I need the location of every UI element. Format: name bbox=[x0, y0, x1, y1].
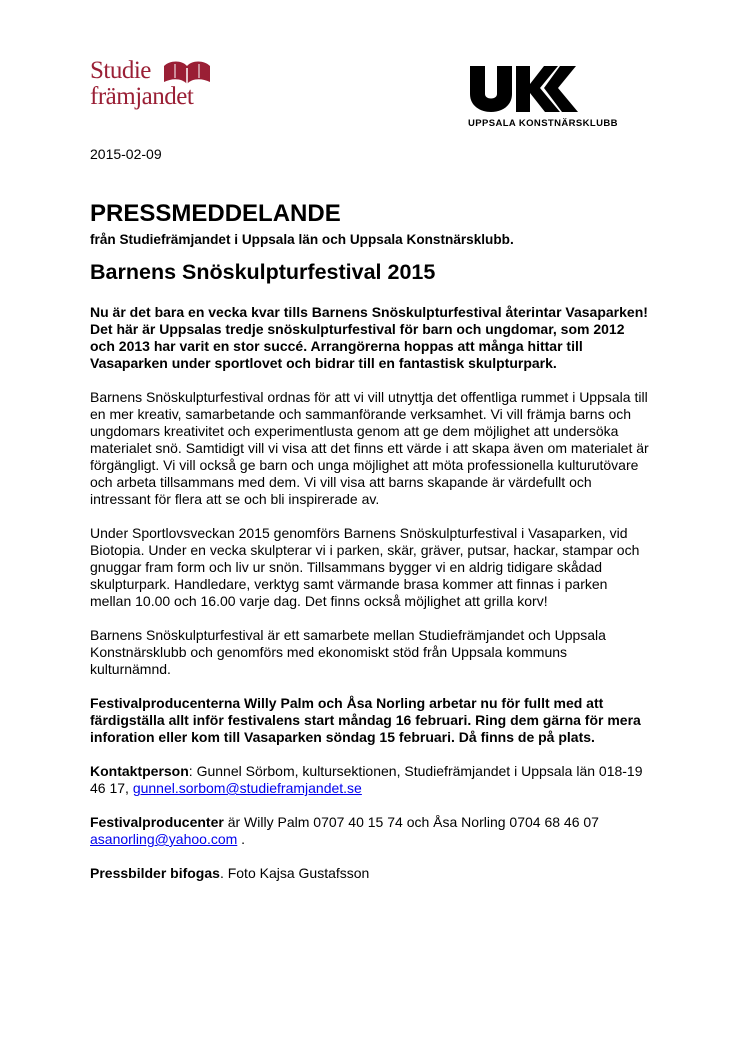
ukk-logo-subtitle: UPPSALA KONSTNÄRSKLUBB bbox=[468, 118, 618, 129]
paragraph-collaboration: Barnens Snöskulpturfestival är ett samarbete mellan Studiefrämjandet och Uppsala Konstnärsklubb och genomförs med ekonomiskt stöd från Uppsala kommuns kulturnämnd. bbox=[90, 627, 606, 677]
contact-paragraph bbox=[90, 763, 650, 797]
logo-line-2: främjandet bbox=[90, 83, 194, 110]
press-heading: PRESSMEDDELANDE bbox=[90, 200, 341, 227]
pressbilder-paragraph bbox=[90, 865, 650, 882]
lead-paragraph: Nu är det bara en vecka kvar tills Barnens Snöskulpturfestival återintar Vasaparken! Det här är Uppsalas tredje snöskulpturfestival för barn och ungdomar, som 2012 och 2013 har varit en stor succé. Arrangörerna hoppas att många hittar till Vasaparken under sportlovet och bidrar till en fantastisk skulpturpark. bbox=[90, 304, 648, 371]
contact-email-link[interactable]: gunnel.sorbom@studieframjandet.se bbox=[132, 780, 362, 796]
paragraph-purpose: Barnens Snöskulpturfestival ordnas för att vi vill utnyttja det offentliga rummet i Uppsala till en mer kreativ, samarbetande och sammanförande verksamhet. Vi vill främja barns och ungdomars kreativitet och experimentlusta genom att ge dem möjlighet att undersöka materialet snö. Samtidigt vill vi visa att det finns ett värde i att skapa även om materialet är förgängligt. Vi vill också ge barn och unga möjlighet att möta professionella kulturutövare och arbeta tillsammans med dem. Vi vill visa att barns skapande är värdefullt och intressant för flera att se och bli inspirerade av. bbox=[90, 389, 649, 507]
release-title: Barnens Snöskulpturfestival 2015 bbox=[90, 260, 436, 284]
release-date: 2015-02-09 bbox=[90, 146, 162, 162]
open-book-icon bbox=[162, 58, 212, 86]
pressbilder-text: . Foto Kajsa Gustafsson bbox=[219, 865, 370, 881]
paragraph-producers-info: Festivalproducenterna Willy Palm och Åsa Norling arbetar nu för fullt med att färdigställa allt inför festivalens start måndag 16 februari. Ring dem gärna för mera inforation eller kom till Vasaparken söndag 15 februari. Då finns de på plats. bbox=[90, 695, 641, 745]
contact-label: Kontaktperson bbox=[90, 763, 189, 779]
pressbilder-label: Pressbilder bifogas bbox=[90, 865, 220, 881]
producers-after: . bbox=[237, 831, 246, 847]
producers-text: är Willy Palm 0707 40 15 74 och Åsa Norling 0704 68 46 07 bbox=[223, 814, 599, 830]
producers-email-link[interactable]: asanorling@yahoo.com bbox=[90, 831, 238, 847]
producers-label: Festivalproducenter bbox=[90, 814, 224, 830]
release-body bbox=[90, 304, 650, 899]
press-subheading: från Studiefrämjandet i Uppsala län och Uppsala Konstnärsklubb. bbox=[90, 232, 514, 247]
logo-line-1: Studie bbox=[90, 57, 151, 84]
producers-paragraph bbox=[90, 814, 650, 848]
ukk-logo bbox=[468, 66, 638, 132]
studiefromjandet-logo bbox=[90, 58, 220, 120]
contact-text: : Gunnel Sörbom, kultursektionen, Studiefrämjandet i Uppsala län 018-19 46 17, bbox=[90, 763, 643, 796]
paragraph-schedule: Under Sportlovsveckan 2015 genomförs Barnens Snöskulpturfestival i Vasaparken, vid Biotopia. Under en vecka skulpterar vi i parken, skär, gräver, putsar, hackar, stampar och gnuggar fram form och liv ur snön. Tillsammans bygger vi en aldrig tidigare skådad skulpturpark. Handledare, verktyg samt värmande brasa kommer att finnas i parken mellan 10.00 och 16.00 varje dag. Det finns också möjlighet att grilla korv! bbox=[90, 525, 640, 609]
ukk-logo-mark bbox=[468, 66, 580, 114]
